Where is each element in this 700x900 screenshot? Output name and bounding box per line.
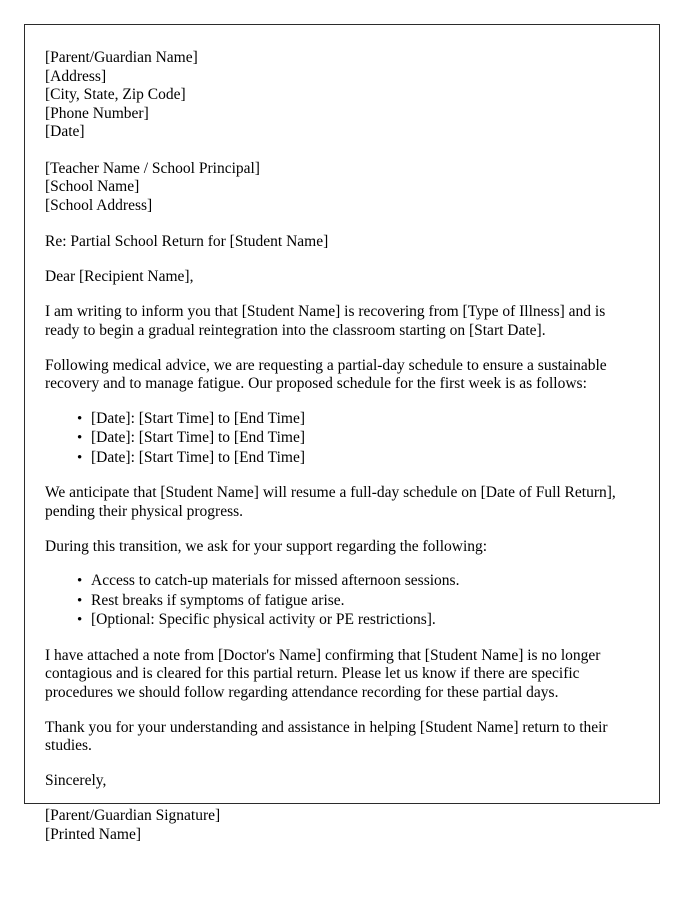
closing: Sincerely,: [45, 772, 107, 789]
paragraph-thank-you: Thank you for your understanding and assistance in helping [Student Name] return to their studies.: [45, 718, 608, 754]
paragraph-introduction: I am writing to inform you that [Student Name] is recovering from [Type of Illness] and is ready to begin a gradual reintegration into the classroom starting on [Start Date].: [45, 303, 606, 339]
sender-line-city-state-zip: [City, State, Zip Code]: [45, 86, 186, 103]
recipient-line-school: [School Name]: [45, 178, 140, 195]
paragraph-full-day-return: We anticipate that [Student Name] will resume a full-day schedule on [Date of Full Return], pending their physical progress.: [45, 484, 616, 520]
paragraph-support-request: During this transition, we ask for your support regarding the following:: [45, 537, 488, 555]
sender-address-block: [45, 49, 631, 142]
subject-line: Re: Partial School Return for [Student Name]: [45, 233, 329, 250]
sender-line-name: [Parent/Guardian Name]: [45, 49, 198, 66]
signature-line: [Parent/Guardian Signature]: [45, 807, 221, 824]
recipient-line-school-address: [School Address]: [45, 196, 153, 214]
list-item: • [Date]: [Start Time] to [End Time]: [91, 449, 631, 468]
support-list: [45, 572, 631, 630]
list-item: • Rest breaks if symptoms of fatigue arise.: [91, 592, 631, 611]
paragraph-schedule-request: Following medical advice, we are requesting a partial-day schedule to ensure a sustainable recovery and to manage fatigue. Our proposed schedule for the first week is as follows:: [45, 356, 607, 392]
sender-line-address: [Address]: [45, 67, 107, 85]
letter-body: [45, 49, 631, 844]
schedule-list: [45, 410, 631, 468]
list-item: • Access to catch-up materials for missed afternoon sessions.: [91, 572, 631, 591]
paragraph-doctor-note: I have attached a note from [Doctor's Name] confirming that [Student Name] is no longer contagious and is cleared for this partial return. Please let us know if there are specific procedures we should follow regarding attendance recording for these partial days.: [45, 646, 601, 701]
list-item: • [Optional: Specific physical activity or PE restrictions].: [91, 611, 631, 630]
recipient-line-name: [Teacher Name / School Principal]: [45, 159, 260, 177]
sender-line-date: [Date]: [45, 123, 85, 140]
list-item: • [Date]: [Start Time] to [End Time]: [91, 410, 631, 429]
recipient-address-block: [45, 160, 631, 216]
signature-block: [45, 807, 631, 844]
list-item: • [Date]: [Start Time] to [End Time]: [91, 429, 631, 448]
printed-name-line: [Printed Name]: [45, 825, 141, 843]
salutation: Dear [Recipient Name],: [45, 268, 194, 285]
document-page: [24, 24, 660, 843]
sender-line-phone: [Phone Number]: [45, 104, 149, 122]
